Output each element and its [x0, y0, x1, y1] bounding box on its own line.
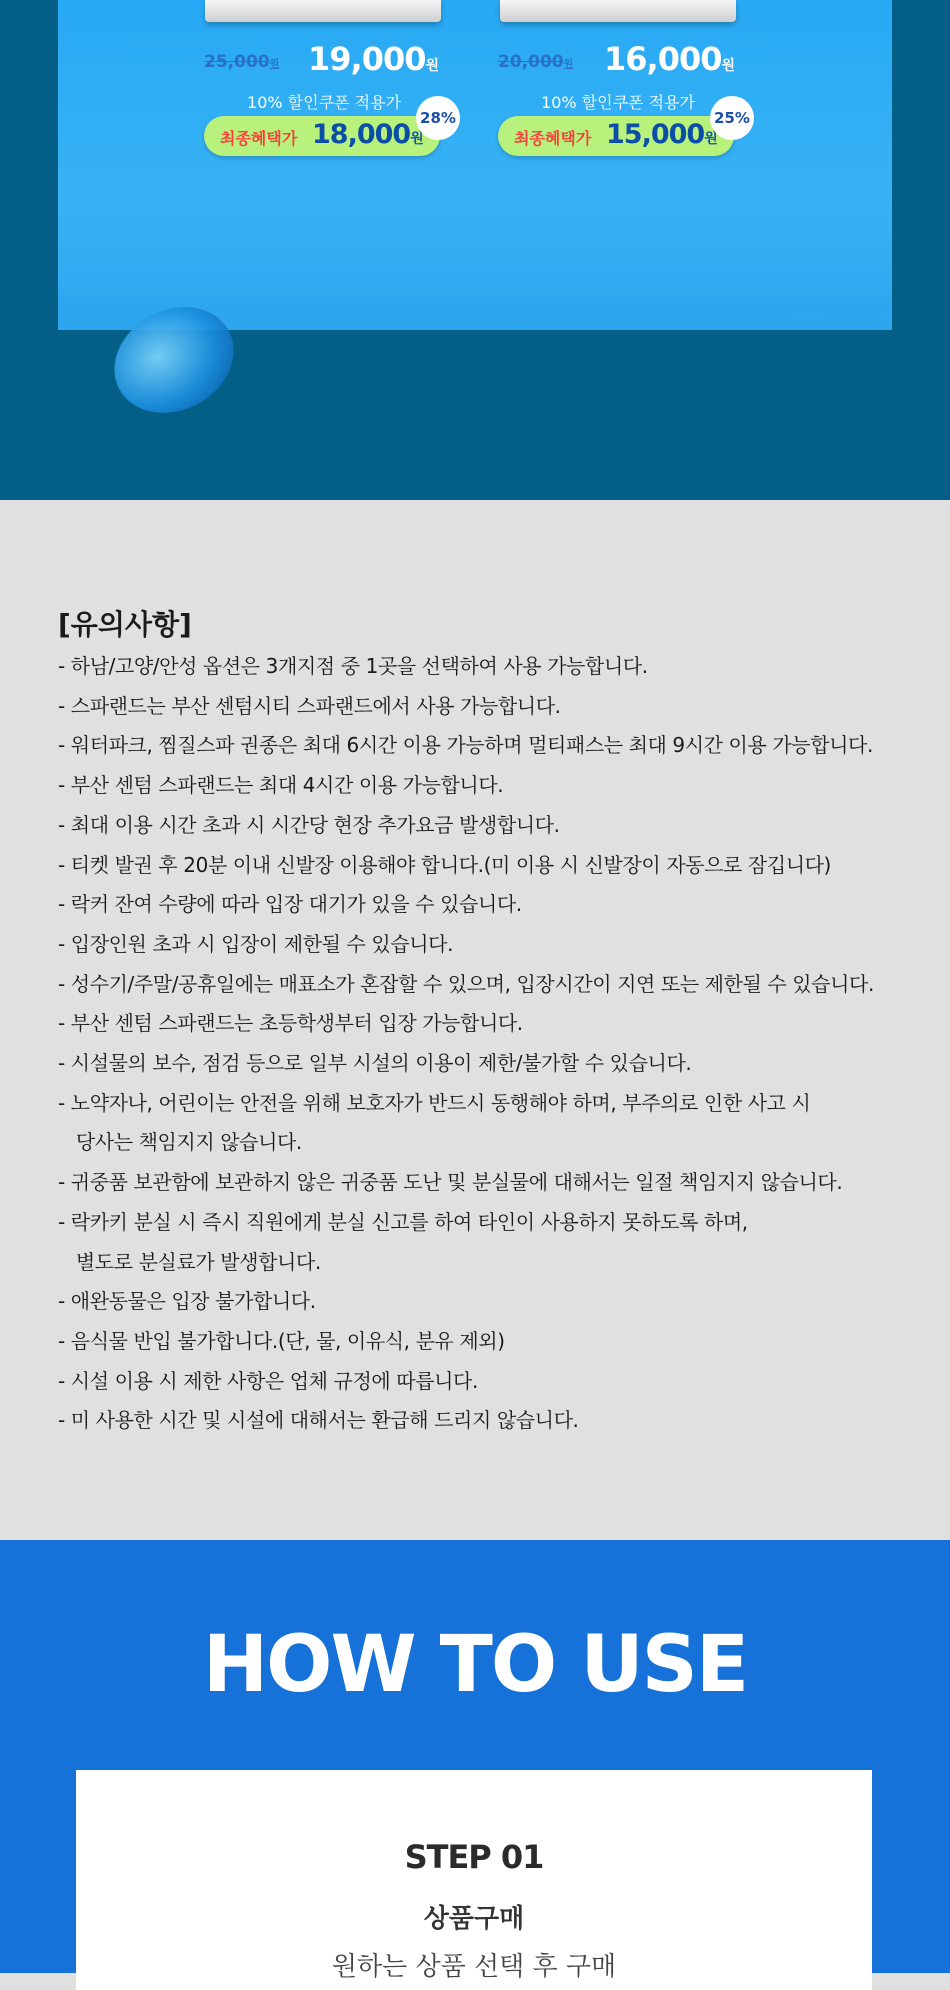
- price-row: [204, 40, 444, 80]
- notice-item: - 시설물의 보수, 점검 등으로 일부 시설의 이용이 제한/불가할 수 있습니다.: [58, 1051, 692, 1076]
- product-price-card[interactable]: [204, 34, 456, 164]
- notice-item: - 귀중품 보관함에 보관하지 않은 귀중품 도난 및 분실물에 대해서는 일절 책임지지 않습니다.: [58, 1170, 843, 1195]
- final-price: 18,000원: [312, 119, 423, 150]
- notice-item: - 락커 잔여 수량에 따라 입장 대기가 있을 수 있습니다.: [58, 892, 522, 917]
- notice-section: [0, 500, 950, 1540]
- product-image-edge: [500, 0, 736, 22]
- notice-item: - 입장인원 초과 시 입장이 제한될 수 있습니다.: [58, 931, 454, 956]
- notice-item: - 최대 이용 시간 초과 시 시간당 현장 추가요금 발생합니다.: [58, 812, 560, 837]
- notice-item: - 미 사용한 시간 및 시설에 대해서는 환급해 드리지 않습니다.: [58, 1408, 579, 1433]
- notice-item: - 시설 이용 시 제한 사항은 업체 규정에 따릅니다.: [58, 1368, 478, 1393]
- price-banner: [58, 0, 892, 330]
- notice-item: - 부산 센텀 스파랜드는 최대 4시간 이용 가능합니다.: [58, 773, 504, 798]
- final-price: 15,000원: [606, 119, 717, 150]
- original-price: 20,000원: [498, 52, 574, 72]
- notice-item: - 부산 센텀 스파랜드는 초등학생부터 입장 가능합니다.: [58, 1011, 523, 1036]
- notice-item: 당사는 책임지지 않습니다.: [58, 1130, 302, 1155]
- discount-badge: 28%: [416, 96, 460, 140]
- product-image-edge: [205, 0, 441, 22]
- notice-item: - 하남/고양/안성 옵션은 3개지점 중 1곳을 선택하여 사용 가능합니다.: [58, 654, 648, 678]
- notice-title: [유의사항]: [58, 608, 192, 641]
- product-price-card[interactable]: [498, 34, 750, 164]
- notice-item: - 워터파크, 찜질스파 권종은 최대 6시간 이용 가능하며 멀티패스는 최대 9시간 이용 가능합니다.: [58, 733, 873, 758]
- step-description: 원하는 상품 선택 후 구매: [331, 1952, 617, 1982]
- step-card: [76, 1770, 872, 1990]
- discount-badge: 25%: [710, 96, 754, 140]
- final-price-pill: [204, 116, 440, 156]
- step-number: STEP 01: [404, 1838, 544, 1876]
- final-price-label: 최종혜택가: [220, 129, 298, 148]
- coupon-text: 10% 할인쿠폰 적용가: [541, 93, 695, 112]
- notice-item: - 성수기/주말/공휴일에는 매표소가 혼잡할 수 있으며, 입장시간이 지연 또는 제한될 수 있습니다.: [58, 971, 874, 996]
- notice-item: - 음식물 반입 불가합니다.(단, 물, 이유식, 분유 제외): [58, 1328, 505, 1353]
- final-price-label: 최종혜택가: [514, 129, 592, 148]
- notice-item: - 노약자나, 어린이는 안전을 위해 보호자가 반드시 동행해야 하며, 부주의로 인한 사고 시: [58, 1090, 811, 1115]
- notice-list: [58, 647, 918, 1441]
- price-row: [498, 40, 738, 80]
- notice-item: - 스파랜드는 부산 센텀시티 스파랜드에서 사용 가능합니다.: [58, 693, 561, 718]
- notice-item: 별도로 분실료가 발생합니다.: [58, 1249, 321, 1274]
- coupon-text: 10% 할인쿠폰 적용가: [247, 93, 401, 112]
- sale-price: 19,000원: [308, 40, 439, 78]
- how-to-use-section: [0, 1540, 950, 1982]
- final-price-pill: [498, 116, 734, 156]
- notice-item: - 티켓 발권 후 20분 이내 신발장 이용해야 합니다.(미 이용 시 신발장이 자동으로 잠깁니다): [58, 852, 831, 877]
- notice-item: - 애완동물은 입장 불가합니다.: [58, 1289, 316, 1314]
- product-banner-section: [0, 0, 950, 500]
- notice-item: - 락카키 분실 시 즉시 직원에게 분실 신고를 하여 타인이 사용하지 못하도록 하며,: [58, 1209, 748, 1234]
- how-to-use-title: HOW TO USE: [202, 1620, 748, 1710]
- original-price: 25,000원: [204, 52, 280, 72]
- sale-price: 16,000원: [604, 40, 735, 78]
- step-name: 상품구매: [423, 1904, 525, 1934]
